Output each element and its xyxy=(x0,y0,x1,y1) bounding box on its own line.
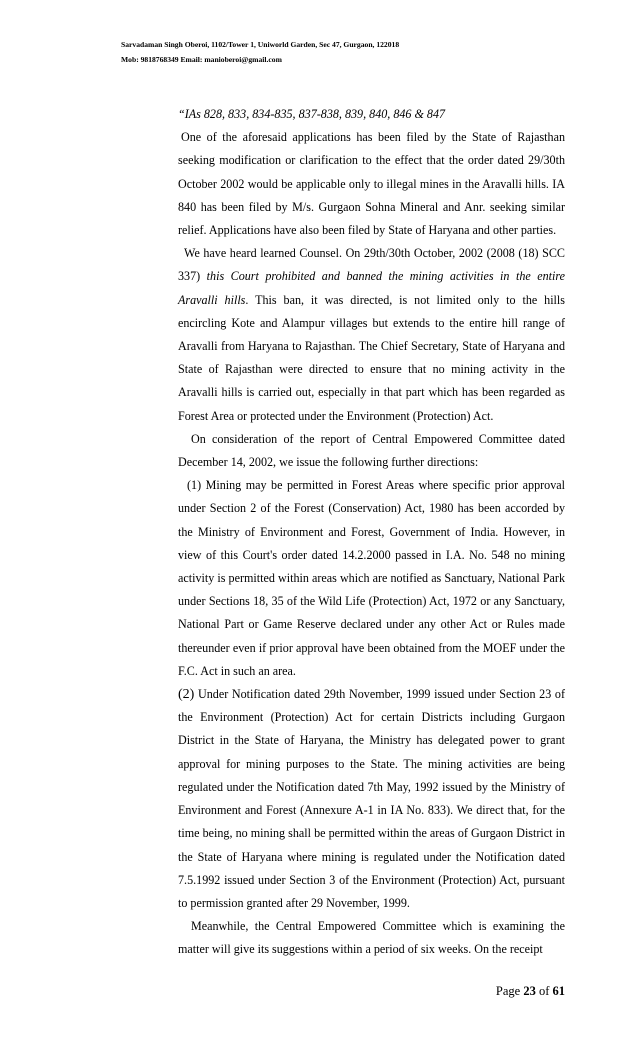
direction-2-text: Under Notification dated 29th November, 1999 issued under Section 23 of the Environment (Protection) Act for certain Districts including Gurgaon District in the State of Haryana, the Ministry has delegated power to grant approval for mining purposes to the State. The mining activities are being regulated under the Notification dated 7th May, 1992 issued by the Ministry of Environment and Forest (Annexure A-1 in IA No. 833). We direct that, for the time being, no mining shall be permitted within the areas of Gurgaon District in the State of Haryana where mining is regulated under the Notification dated 7.5.1992 issued under Section 3 of the Environment (Protection) Act, pursuant to permission granted after 29 November, 1999. xyxy=(178,687,565,910)
page-current: 23 xyxy=(523,984,536,998)
page-total: 61 xyxy=(552,984,565,998)
letterhead xyxy=(121,37,399,67)
page-word: Page xyxy=(495,984,521,998)
direction-2-number: (2) xyxy=(178,687,195,703)
paragraph-consideration: On consideration of the report of Central Empowered Committee dated December 14, 2002, we issue the following further directions: xyxy=(178,431,565,470)
letterhead-contact: Mob: 9818768349 Email: manioberoi@gmail.com xyxy=(121,55,282,64)
paragraph-meanwhile: Meanwhile, the Central Empowered Committee which is examining the matter will give its suggestions within a period of six weeks. On the receipt xyxy=(178,919,565,957)
paragraph-direction-2 xyxy=(178,683,565,915)
paragraph-applications: One of the aforesaid applications has been filed by the State of Rajasthan seeking modification or clarification to the effect that the order dated 29/30th October 2002 would be applicable only to illegal mines in the Aravalli hills. IA 840 has been filed by M/s. Gurgaon Sohna Mineral and Anr. seeking similar relief. Applications have also been filed by State of Haryana and other parties. xyxy=(178,130,565,238)
letterhead-address: Sarvadaman Singh Oberoi, 1102/Tower 1, Uniworld Garden, Sec 47, Gurgaon, 122018 xyxy=(121,40,400,49)
of-word: of xyxy=(538,984,550,998)
ia-heading: “IAs 828, 833, 834-835, 837-838, 839, 840, 846 & 847 xyxy=(178,107,446,121)
paragraph-counsel-italic: this Court prohibited and banned the mining activities in the entire Aravalli hills xyxy=(178,269,565,307)
paragraph-counsel-text-a: We have heard learned Counsel. On 29th/30th October, 2002 (2008 (18) SCC 337) xyxy=(178,246,565,284)
document-body xyxy=(178,103,565,962)
paragraph-counsel xyxy=(178,242,565,428)
page-number xyxy=(496,984,565,999)
paragraph-direction-1: (1) Mining may be permitted in Forest Areas where specific prior approval under Section 2 of the Forest (Conservation) Act, 1980 has been accorded by the Ministry of Environment and Forest, Government of India. However, in view of this Court's order dated 14.2.2000 passed in I.A. No. 548 no mining activity is permitted within areas which are notified as Sanctuary, National Park under Sections 18, 35 of the Wild Life (Protection) Act, 1972 or any Sanctuary, National Part or Game Reserve declared under any other Act or Rules made thereunder even if prior approval have been obtained from the MOEF under the F.C. Act in such an area. xyxy=(178,478,565,678)
paragraph-counsel-text-b: . This ban, it was directed, is not limited only to the hills encircling Kote and Alampur villages but extends to the entire hill range of Aravalli from Haryana to Rajasthan. The Chief Secretary, State of Haryana and State of Rajasthan were directed to ensure that no mining activity in the Aravalli hills is carried out, especially in that part which has been regarded as Forest Area or protected under the Environment (Protection) Act. xyxy=(178,292,565,423)
